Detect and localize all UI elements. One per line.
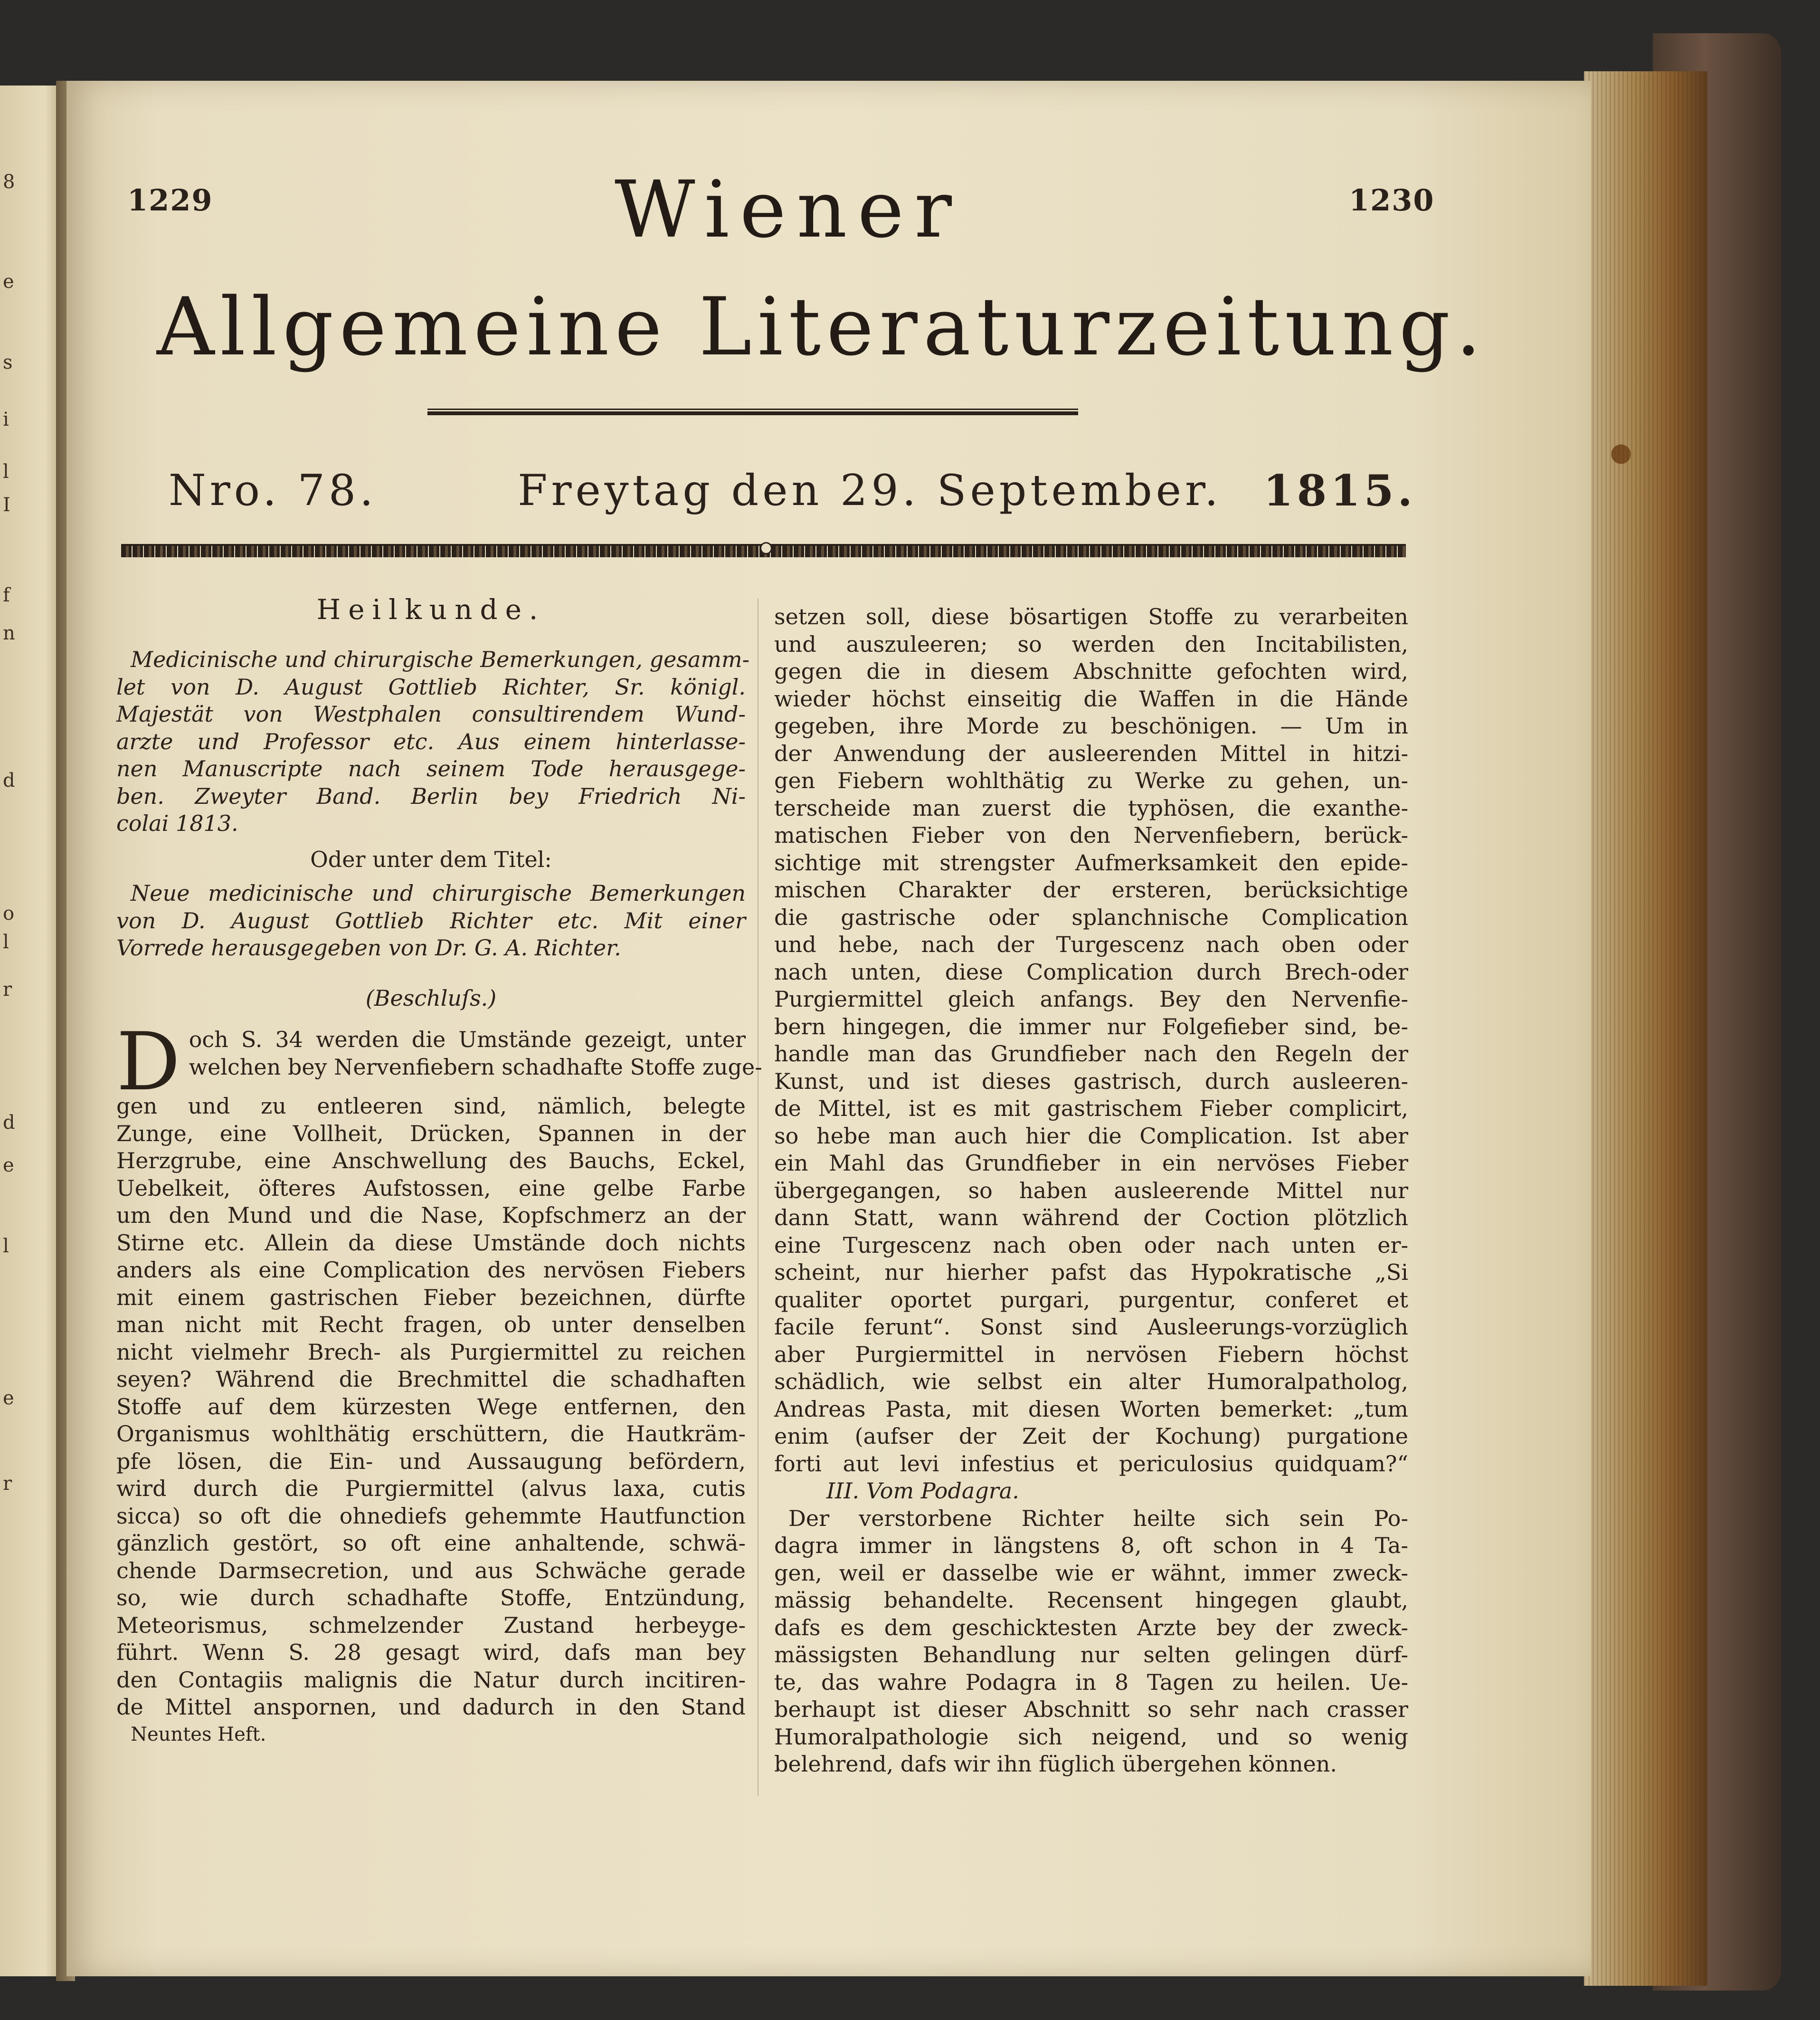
- body-line: nicht vielmehr Brech- als Purgiermittel zu reichen: [116, 1339, 746, 1365]
- body-line: sichtige mit strengster Aufmerksamkeit den epide-: [774, 849, 1408, 876]
- book-entry-line: ben. Zweyter Band. Berlin bey Friedrich Ni-: [116, 783, 746, 809]
- title-allgemeine-literaturzeitung: Allgemeine Literaturzeitung.: [157, 280, 1487, 373]
- title-rule: [427, 409, 1078, 415]
- margin-letter: l: [3, 931, 9, 953]
- body-line: so, wie durch schadhafte Stoffe, Entzündung,: [116, 1585, 746, 1610]
- body-line: gegen die in diesem Abschnitte gefochten wird,: [774, 658, 1408, 684]
- body-line: bern hingegen, die immer nur Folgefieber sind, be-: [774, 1013, 1408, 1039]
- margin-letter: l: [3, 1235, 9, 1257]
- margin-letter: i: [3, 409, 9, 430]
- ornamental-rule: [121, 544, 1406, 557]
- body-line: Uebelkeit, öfteres Aufstossen, eine gelbe Farbe: [116, 1175, 746, 1201]
- left-column: [116, 593, 762, 1748]
- body-line: aber Purgiermittel in nervösen Fiebern höchst: [774, 1341, 1408, 1367]
- body-line: schädlich, wie selbst ein alter Humoralpatholog,: [774, 1369, 1408, 1394]
- book-entry-line: arzte und Professor etc. Aus einem hinterlasse-: [116, 728, 746, 754]
- right-column-lines-podagra: [774, 1505, 1408, 1778]
- body-line: gänzlich gestört, so oft eine anhaltende, schwä-: [116, 1530, 746, 1556]
- book-entry: [116, 646, 750, 838]
- body-line: gen, weil er dasselbe wie er wähnt, immer zweck-: [774, 1560, 1408, 1586]
- body-line: sicca) so oft die ohnediefs gehemmte Hautfunction: [116, 1503, 746, 1529]
- body-line: pfe lösen, die Ein- und Aussaugung befördern,: [116, 1448, 746, 1474]
- body-line: scheint, nur hierher pafst das Hypokratische „Si: [774, 1259, 1408, 1285]
- body-line: forti aut levi infestius et periculosius quidquam?“: [774, 1450, 1408, 1477]
- body-line: Andreas Pasta, mit diesen Worten bemerket: „tum: [774, 1396, 1408, 1422]
- margin-letter: l: [3, 461, 9, 483]
- right-column: [774, 603, 1408, 1778]
- margin-letter: 8: [3, 171, 15, 193]
- subsection-heading: III. Vom Podagra.: [826, 1478, 1019, 1504]
- subtitle-entry: [116, 880, 746, 962]
- margin-letter: r: [3, 979, 12, 1000]
- margin-letter: I: [3, 494, 10, 516]
- issue-date: Freytag den 29. September.: [518, 466, 1222, 515]
- body-line: um den Mund und die Nase, Kopfschmerz an der: [116, 1202, 746, 1228]
- body-line: dagra immer in längstens 8, oft schon in 4 Ta-: [774, 1533, 1408, 1558]
- drop-capital: D: [116, 1015, 180, 1108]
- margin-letter: o: [3, 903, 15, 924]
- left-page-margin-letters: [0, 152, 19, 1577]
- page-edges: [1584, 71, 1707, 1986]
- body-line: man nicht mit Recht fragen, ob unter denselben: [116, 1312, 746, 1337]
- book-entry-line: let von D. August Gottlieb Richter, Sr. königl.: [116, 674, 746, 700]
- subtitle-entry-line: von D. August Gottlieb Richter etc. Mit einer: [116, 907, 746, 934]
- body-line: facile ferunt“. Sonst sind Ausleerungs-vorzüglich: [774, 1314, 1408, 1340]
- body-line: gen und zu entleeren sind, nämlich, belegte: [116, 1093, 746, 1119]
- body-line: mässig behandelte. Recensent hingegen glaubt,: [774, 1587, 1408, 1613]
- body-line: gegeben, ihre Morde zu beschönigen. — Um in: [774, 713, 1408, 739]
- body-line: eine Turgescenz nach oben oder nach unten er-: [774, 1232, 1408, 1258]
- body-line: so hebe man auch hier die Complication. Ist aber: [774, 1123, 1408, 1149]
- body-first-lines: [116, 1026, 762, 1081]
- body-line: mischen Charakter der ersteren, berücksichtige: [774, 877, 1408, 903]
- body-line: de Mittel anspornen, und dadurch in den Stand: [116, 1694, 746, 1720]
- body-line: mässigsten Behandlung nur selten gelingen dürf-: [774, 1642, 1408, 1667]
- subtitle-entry-line: Vorrede herausgegeben von Dr. G. A. Richter.: [116, 935, 621, 961]
- body-line: mit einem gastrischen Fieber bezeichnen, dürfte: [116, 1284, 746, 1310]
- page-number-left: 1229: [127, 183, 213, 218]
- book-entry-line: colai 1813.: [116, 810, 238, 836]
- body-line: wieder höchst einseitig die Waffen in die Hände: [774, 686, 1408, 712]
- body-line: de Mittel, ist es mit gastrischem Fieber complicirt,: [774, 1096, 1408, 1121]
- body-line: chende Darmsecretion, und aus Schwäche gerade: [116, 1557, 746, 1583]
- body-line: dafs es dem geschicktesten Arzte bey der zweck-: [774, 1614, 1408, 1640]
- margin-letter: n: [3, 622, 15, 644]
- body-line: Purgiermittel gleich anfangs. Bey den Nervenfie-: [774, 986, 1408, 1012]
- body-line: führt. Wenn S. 28 gesagt wird, dafs man bey: [116, 1639, 746, 1665]
- body-line: setzen soll, diese bösartigen Stoffe zu verarbeiten: [774, 604, 1408, 629]
- body-line: gen Fiebern wohlthätig zu Werke zu gehen, un-: [774, 768, 1408, 793]
- body-line: Herzgrube, eine Anschwellung des Bauchs, Eckel,: [116, 1148, 746, 1173]
- body-line: der Anwendung der ausleerenden Mittel in hitzi-: [774, 740, 1408, 766]
- body-line: Stirne etc. Allein da diese Umstände doch nichts: [116, 1229, 746, 1256]
- body-line: qualiter oportet purgari, purgentur, conferet et: [774, 1286, 1408, 1313]
- body-line: anders als eine Complication des nervösen Fiebers: [116, 1257, 746, 1283]
- margin-letter: e: [3, 1154, 14, 1176]
- page-number-right: 1230: [1349, 183, 1435, 218]
- body-line: te, das wahre Podagra in 8 Tagen zu heilen. Ue-: [774, 1669, 1408, 1695]
- book-entry-line: nen Manuscripte nach seinem Tode herausgege-: [116, 756, 746, 781]
- body-line: und auszuleeren; so werden den Incitabilisten,: [774, 631, 1408, 657]
- conclusion-note: (Beschluſs.): [365, 985, 497, 1011]
- body-line: terscheide man zuerst die typhösen, die exanthe-: [774, 795, 1408, 821]
- body-line: belehrend, dafs wir ihn füglich übergehen können.: [774, 1751, 1337, 1777]
- body-line: Kunst, und ist dieses gastrisch, durch ausleeren-: [774, 1068, 1408, 1094]
- margin-letter: e: [3, 1387, 14, 1409]
- margin-letter: e: [3, 271, 14, 293]
- body-line: och S. 34 werden die Umstände gezeigt, unter: [189, 1027, 746, 1052]
- right-column-lines: [774, 603, 1408, 1477]
- body-line: nach unten, diese Complication durch Brech-oder: [774, 959, 1408, 985]
- body-line: den Contagiis malignis die Natur durch incitiren-: [116, 1667, 746, 1693]
- body-line: Stoffe auf dem kürzesten Wege entfernen, den: [116, 1393, 746, 1420]
- body-line: Der verstorbene Richter heilte sich sein Po-: [788, 1505, 1408, 1531]
- body-line: übergegangen, so haben ausleerende Mittel nur: [774, 1177, 1408, 1203]
- title-wiener: Wiener: [615, 164, 962, 255]
- body-line: enim (aufser der Zeit der Kochung) purgatione: [774, 1423, 1408, 1449]
- margin-letter: s: [3, 352, 13, 373]
- body-line: matischen Fieber von den Nervenfiebern, berück-: [774, 822, 1408, 848]
- subtitle-entry-line: Neue medicinische und chirurgische Bemerkungen: [131, 880, 746, 906]
- body-line: seyen? Während die Brechmittel die schadhaften: [116, 1366, 746, 1392]
- body-line: die gastrische oder splanchnische Complication: [774, 904, 1408, 930]
- subtitle-intro: Oder unter dem Titel:: [310, 846, 552, 872]
- book-entry-line: Medicinische und chirurgische Bemerkungen, gesamm-: [131, 647, 750, 672]
- margin-letter: r: [3, 1473, 12, 1495]
- body-line: welchen bey Nervenfiebern schadhafte Stoffe zuge-: [189, 1054, 762, 1080]
- margin-letter: d: [3, 1112, 15, 1134]
- body-line: wird durch die Purgiermittel (alvus laxa, cutis: [116, 1476, 746, 1501]
- body-line: dann Statt, wann während der Coction plötzlich: [774, 1205, 1408, 1230]
- body-line: handle man das Grundfieber nach den Regeln der: [774, 1041, 1408, 1067]
- margin-letter: f: [3, 584, 10, 606]
- body-lines: [116, 1093, 746, 1721]
- section-heading: Heilkunde.: [316, 593, 546, 626]
- body-line: berhaupt ist dieser Abschnitt so sehr nach crasser: [774, 1696, 1408, 1722]
- issue-year: 1815.: [1263, 466, 1416, 516]
- body-line: Meteorismus, schmelzender Zustand herbeyge-: [116, 1612, 746, 1638]
- body-line: und hebe, nach der Turgescenz nach oben oder: [774, 932, 1408, 957]
- body-line: ein Mahl das Grundfieber in ein nervöses Fieber: [774, 1150, 1408, 1176]
- issue-number: Nro. 78.: [169, 466, 377, 515]
- body-line: Organismus wohlthätig erschüttern, die Hautkräm-: [116, 1421, 746, 1447]
- body-line: Zunge, eine Vollheit, Drücken, Spannen in der: [116, 1120, 746, 1146]
- book-entry-line: Majestät von Westphalen consultirendem Wund-: [116, 701, 746, 727]
- signature-mark: Neuntes Heft.: [131, 1723, 266, 1745]
- article-body: [116, 1015, 762, 1721]
- body-line: Humoralpathologie sich neigend, und so wenig: [774, 1724, 1408, 1750]
- margin-letter: d: [3, 770, 15, 791]
